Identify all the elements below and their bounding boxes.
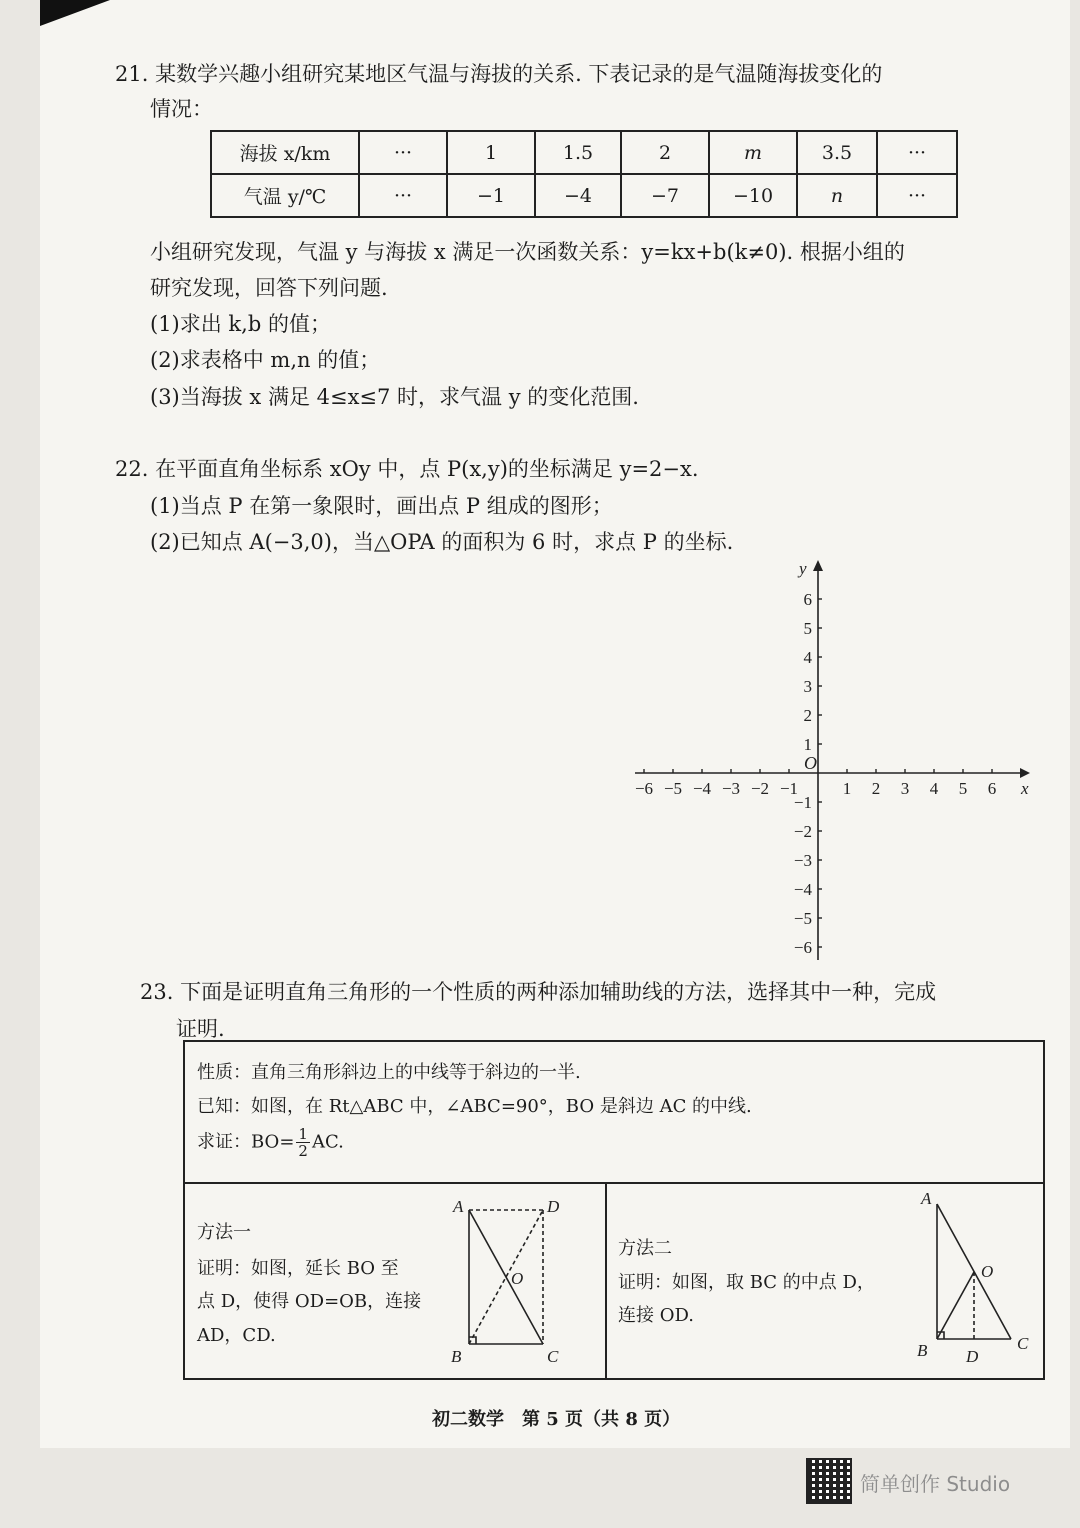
prove-statement xyxy=(197,1126,344,1159)
y-tick-label: −1 xyxy=(793,793,812,812)
q22-part1: (1)当点 P 在第一象限时，画出点 P 组成的图形； xyxy=(150,494,613,518)
q22-line1: 22. 在平面直角坐标系 xOy 中，点 P(x,y)的坐标满足 y=2−x. xyxy=(115,457,699,481)
x-tick-label: −5 xyxy=(663,779,683,798)
q23-line2: 证明. xyxy=(176,1017,225,1041)
given-statement: 已知：如图，在 Rt△ABC 中，∠ABC=90°，BO 是斜边 AC 的中线. xyxy=(197,1096,752,1117)
y-tick-label: −2 xyxy=(793,822,812,841)
q21-relation-line2: 研究发现，回答下列问题. xyxy=(150,276,388,300)
q21-part3: (3)当海拔 x 满足 4≤x≤7 时，求气温 y 的变化范围. xyxy=(150,385,639,409)
qr-code-icon xyxy=(806,1458,852,1504)
x-tick-label: −6 xyxy=(634,779,654,798)
table-cell: −4 xyxy=(535,174,621,217)
page-footer: 初二数学 第 5 页（共 8 页） xyxy=(432,1409,681,1430)
method2-line2: 连接 OD. xyxy=(618,1305,694,1326)
q21-relation-line1: 小组研究发现，气温 y 与海拔 x 满足一次函数关系：y=kx+b(k≠0). 根据小组的 xyxy=(150,240,905,264)
y-axis-label: y xyxy=(799,559,807,578)
altitude-temperature-table xyxy=(210,130,958,218)
method2-line1: 证明：如图，取 BC 的中点 D， xyxy=(618,1272,875,1293)
table-cell: 气温 y/℃ xyxy=(211,174,359,217)
y-axis-arrow xyxy=(813,560,823,571)
x-tick-label: −3 xyxy=(721,779,741,798)
watermark-text: 简单创作 Studio xyxy=(860,1472,1011,1496)
x-tick-label: 1 xyxy=(842,779,852,798)
method1-line1: 证明：如图，延长 BO 至 xyxy=(197,1258,399,1279)
label-D: D xyxy=(547,1197,560,1216)
label-O: O xyxy=(511,1269,524,1288)
y-tick-label: −5 xyxy=(793,909,812,928)
table-cell: 海拔 x/km xyxy=(211,131,359,174)
table-cell: 3.5 xyxy=(797,131,877,174)
q21-line2: 情况： xyxy=(150,97,213,121)
table-cell: n xyxy=(797,174,877,217)
q22-part2: (2)已知点 A(−3,0)，当△OPA 的面积为 6 时，求点 P 的坐标. xyxy=(150,530,734,554)
watermark xyxy=(806,1458,1056,1508)
x-axis-label: x xyxy=(1021,779,1029,798)
scan-corner-mark xyxy=(40,0,110,26)
x-tick-label: 6 xyxy=(987,779,997,798)
y-tick-label: 6 xyxy=(803,590,812,609)
table-cell: m xyxy=(709,131,797,174)
table-cell: −7 xyxy=(621,174,709,217)
q21-part1: (1)求出 k,b 的值； xyxy=(150,312,331,336)
fraction-numerator: 1 xyxy=(298,1125,308,1143)
x-tick-label: −1 xyxy=(779,779,799,798)
x-tick-label: 5 xyxy=(958,779,968,798)
origin-label: O xyxy=(804,753,817,773)
q21-line1: 21. 某数学兴趣小组研究某地区气温与海拔的关系. 下表记录的是气温随海拔变化的 xyxy=(115,62,883,86)
method2-title: 方法二 xyxy=(618,1238,672,1259)
coordinate-plane xyxy=(625,555,1045,965)
method1-line2: 点 D，使得 OD=OB，连接 xyxy=(197,1291,422,1312)
label-A: A xyxy=(453,1197,464,1216)
table-cell: ··· xyxy=(359,174,447,217)
x-tick-label: −4 xyxy=(692,779,712,798)
label-A: A xyxy=(921,1189,932,1208)
x-tick-label: −2 xyxy=(750,779,770,798)
prove-suffix: AC. xyxy=(311,1131,344,1153)
label-D: D xyxy=(966,1347,979,1366)
y-tick-label: −4 xyxy=(793,880,812,899)
divider xyxy=(605,1182,607,1378)
table-cell: ··· xyxy=(877,131,957,174)
table-cell: 1 xyxy=(447,131,535,174)
table-cell: 1.5 xyxy=(535,131,621,174)
y-tick-label: 1 xyxy=(803,735,812,754)
q21-part2: (2)求表格中 m,n 的值； xyxy=(150,348,381,372)
one-half-fraction xyxy=(296,1126,310,1159)
segment-BO xyxy=(937,1272,974,1339)
method1-figure xyxy=(447,1192,577,1372)
proof-box xyxy=(183,1040,1045,1380)
table-cell: 2 xyxy=(621,131,709,174)
x-axis-arrow xyxy=(1020,768,1030,778)
y-tick-label: 2 xyxy=(803,706,812,725)
x-tick-label: 4 xyxy=(929,779,939,798)
label-B: B xyxy=(917,1341,928,1360)
y-tick-label: 4 xyxy=(803,648,812,667)
q23-line1: 23. 下面是证明直角三角形的一个性质的两种添加辅助线的方法，选择其中一种，完成 xyxy=(140,980,937,1004)
table-cell: −1 xyxy=(447,174,535,217)
y-tick-label: −6 xyxy=(793,938,812,957)
y-tick-label: 5 xyxy=(803,619,812,638)
fraction-denominator: 2 xyxy=(298,1142,308,1160)
prove-prefix: 求证：BO= xyxy=(197,1131,295,1153)
table-cell: ··· xyxy=(877,174,957,217)
method2-figure xyxy=(909,1184,1045,1378)
method1-line3: AD，CD. xyxy=(197,1325,276,1346)
label-B: B xyxy=(451,1347,462,1366)
x-tick-label: 3 xyxy=(900,779,910,798)
label-C: C xyxy=(1017,1334,1029,1353)
table-row-altitude xyxy=(211,131,957,174)
y-tick-label: 3 xyxy=(803,677,812,696)
property-statement: 性质：直角三角形斜边上的中线等于斜边的一半. xyxy=(197,1062,581,1083)
table-cell: −10 xyxy=(709,174,797,217)
label-C: C xyxy=(547,1347,559,1366)
label-O: O xyxy=(981,1262,994,1281)
table-cell: ··· xyxy=(359,131,447,174)
method1-title: 方法一 xyxy=(197,1222,251,1243)
x-tick-label: 2 xyxy=(871,779,881,798)
y-tick-label: −3 xyxy=(793,851,812,870)
table-row-temperature xyxy=(211,174,957,217)
